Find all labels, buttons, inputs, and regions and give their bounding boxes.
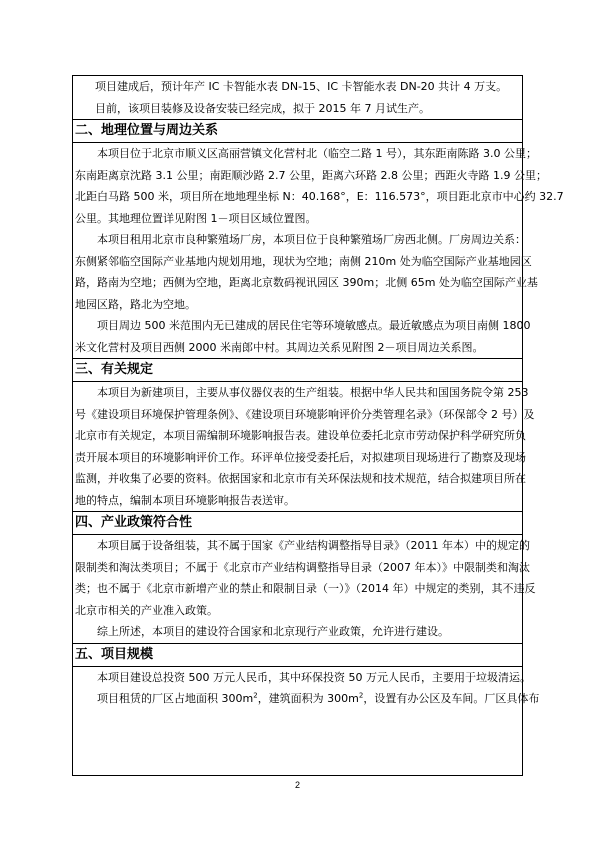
paragraph xyxy=(73,382,535,511)
text-line: 项目建成后，预计年产 IC 卡智能水表 DN-15、IC 卡智能水表 DN-20 共计 4 万支。 xyxy=(95,80,508,93)
text-line: 北距白马路 500 米，项目所在地地理坐标 N：40.168°，E：116.573°，项目距北京市中心约 32.7 xyxy=(75,190,564,203)
text-line: 东南距离京沈路 3.1 公里；南距顺沙路 2.7 公里，距离六环路 2.8 公里；西距火寺路 1.9 公里； xyxy=(75,168,547,182)
text-line: 北京市有关规定，本项目需编制环境影响报告表。建设单位委托北京市劳动保护科学研究所负 xyxy=(75,429,526,442)
text-line: 目前，该项目装修及设备安装已经完成，拟于 2015 年 7 月试生产。 xyxy=(95,101,430,115)
text-line xyxy=(75,688,540,710)
paragraph xyxy=(73,621,522,643)
paragraph xyxy=(73,535,536,621)
paragraph xyxy=(73,667,540,710)
text-line: 综上所述，本项目的建设符合国家和北京现行产业政策，允许进行建设。 xyxy=(97,625,449,638)
text-line: 项目周边 500 米范围内无已建成的居民住宅等环境敏感点。最近敏感点为项目南侧 1800 xyxy=(97,319,531,332)
text-line: 北京市相关的产业准入政策。 xyxy=(75,603,218,617)
paragraph xyxy=(73,315,531,358)
text-line: 米文化营村及项目西侧 2000 米南郎中村。其周边关系见附图 2－项目周边关系图。 xyxy=(75,340,484,354)
text-line: 公里。其地理位置详见附图 1－项目区域位置图。 xyxy=(75,211,317,225)
text-line: 地的特点，编制本项目环境影响报告表送审。 xyxy=(75,493,295,507)
text-line: 号《建设项目环境保护管理条例》、《建设项目环境影响评价分类管理名录》（环保部令 2 号）及 xyxy=(75,407,535,421)
text-line: 本项目属于设备组装，其不属于国家《产业结构调整指导目录》（2011 年本）中的规定的 xyxy=(97,539,530,552)
section-heading: 二、地理位置与周边关系 xyxy=(73,119,522,143)
text-line: 责开展本项目的环境影响评价工作。环评单位接受委托后，对拟建项目现场进行了勘察及现场 xyxy=(75,450,526,464)
text-fragment: ，建筑面积为 300m xyxy=(257,692,359,705)
text-line: 类；也不属于《北京市新增产业的禁止和限制目录（一）》（2014 年）中规定的类别，其不违反 xyxy=(75,582,536,595)
superscript: 2 xyxy=(358,691,364,700)
section-heading: 四、产业政策符合性 xyxy=(73,511,522,535)
text-line: 路，路南为空地；西侧为空地，距离北京数码视讯园区 390m；北侧 65m 处为临空国际产业基 xyxy=(75,276,538,289)
text-line: 限制类和淘汰类项目；不属于《北京市产业结构调整指导目录（2007 年本）》中限制类和淘汰 xyxy=(75,560,530,574)
text-line: 监测，并收集了必要的资料。依据国家和北京市有关环保法规和技术规范，结合拟建项目所在 xyxy=(75,472,526,485)
intro-paragraph xyxy=(73,76,522,119)
text-fragment: 项目租赁的厂区占地面积 300m xyxy=(97,692,254,705)
text-line: 东侧紧邻临空国际产业基地内规划用地，现状为空地；南侧 210m 处为临空国际产业基地园区 xyxy=(75,254,532,268)
section-heading: 五、项目规模 xyxy=(73,643,522,667)
paragraph xyxy=(73,229,538,315)
text-line: 本项目建设总投资 500 万元人民币，其中环保投资 50 万元人民币，主要用于垃圾清运。 xyxy=(97,670,531,684)
paragraph xyxy=(73,143,564,229)
superscript: 2 xyxy=(253,691,258,700)
text-line: 本项目位于北京市顺义区高丽营镇文化营村北（临空二路 1 号），其东距南陈路 3.0 公里； xyxy=(97,147,537,160)
text-line: 本项目租用北京市良种繁殖场厂房，本项目位于良种繁殖场厂房西北侧。厂房周边关系： xyxy=(97,233,526,246)
text-fragment: ，设置有办公区及车间。厂区具体布 xyxy=(363,692,540,705)
text-line: 本项目为新建项目，主要从事仪器仪表的生产组装。根据中华人民共和国国务院令第 253 xyxy=(97,386,529,399)
section-heading: 三、有关规定 xyxy=(73,358,522,382)
document-frame xyxy=(72,75,564,776)
page-number: 2 xyxy=(294,780,300,790)
text-line: 地园区路，路北为空地。 xyxy=(75,297,196,311)
